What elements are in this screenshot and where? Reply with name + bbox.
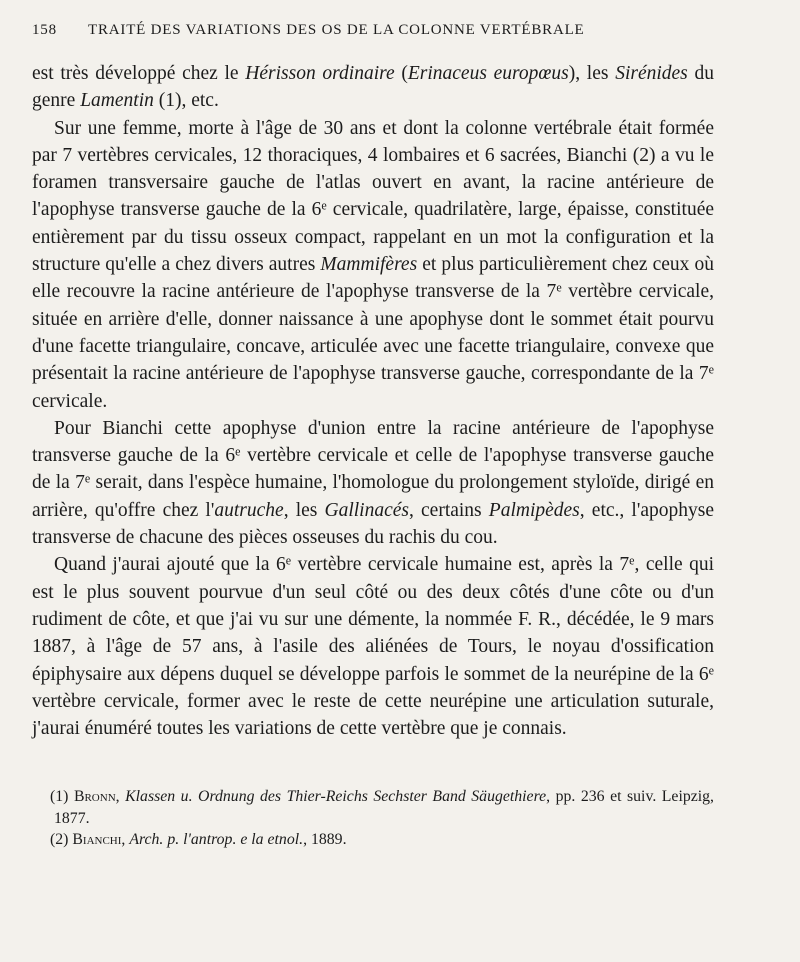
- italic-term: Gallinacés: [324, 499, 409, 521]
- footnote-title: Arch. p. l'antrop. e la etnol.: [129, 831, 304, 849]
- footnote-1: [32, 786, 714, 829]
- text: , etc., l'apophyse transverse de chacune des pièces osseuses du rachis du cou.: [32, 499, 714, 549]
- superscript: e: [285, 553, 292, 568]
- italic-term: Sirénides: [615, 63, 688, 84]
- page-number: 158: [32, 22, 57, 38]
- italic-term: Hérisson ordinaire: [245, 63, 395, 84]
- superscript: e: [556, 280, 562, 295]
- text: est très développé chez le: [32, 63, 246, 84]
- footnotes: [32, 786, 714, 851]
- text: (1), etc.: [153, 90, 219, 112]
- text: vertèbre cervicale et celle de l'apophyse transverse gauche de la 7: [32, 445, 714, 494]
- superscript: e: [629, 553, 635, 568]
- running-head: TRAITÉ DES VARIATIONS DES OS DE LA COLONNE VERTÉBRALE: [88, 22, 585, 38]
- text: , celle qui est le plus souvent pourvue d'un seul côté ou des deux côtés d'une côte ou d'un rudiment de côte, et que j'ai vu sur une démente, la nommée F. R., décédée, le 9 mars 1887, à l'âge de 57 ans, à l'asile des aliénées de Tours, le noyau d'ossification épiphysaire aux dépens duquel se développe parfois le sommet de la neurépine de la 6: [32, 554, 715, 685]
- text: Sur une femme, morte à l'âge de 30 ans et dont la colonne vertébrale était formée par 7 vertèbres cervicales, 12 thoraciques, 4 lombaires et 6 sacrées, Bianchi (2) a vu le foramen transversaire gauche de l'atlas ouvert en avant, la racine antérieure de l'apophyse transverse gauche de la 6: [32, 117, 714, 221]
- footnote-author: Bianchi: [72, 831, 122, 849]
- footnote-title: Klassen u. Ordnung des Thier-Reichs Sechster Band Säugethiere: [125, 788, 547, 806]
- text: vertèbre cervicale humaine est, après la 7: [291, 554, 630, 576]
- text: et plus particulièrement chez ceux où elle recouvre la racine antérieure de l'apophyse transverse de la 7: [32, 254, 715, 303]
- text: vertèbre cervicale, située en arrière d'elle, donner naissance à une apophyse dont le sommet était pourvu d'une facette triangulaire, concave, articulée avec une facette triangulaire, convexe que présentait la racine antérieure de l'apophyse transverse gauche, correspondante de la 7: [32, 281, 714, 385]
- footnote-mark: (2): [50, 831, 73, 849]
- italic-term: Lamentin: [80, 90, 154, 112]
- superscript: e: [235, 444, 241, 459]
- text: Quand j'aurai ajouté que la 6: [54, 554, 286, 576]
- footnote-2: [32, 829, 714, 851]
- superscript: e: [708, 663, 714, 678]
- text: ), les: [568, 63, 616, 84]
- book-page: [32, 22, 714, 851]
- text: serait, dans l'espèce humaine, l'homologue du prolongement styloïde, dirigé en arrière, qu'offre chez l': [32, 472, 714, 521]
- text: (: [394, 63, 408, 84]
- text: ,: [115, 788, 126, 806]
- text: du genre: [32, 63, 714, 112]
- superscript: e: [708, 362, 714, 377]
- paragraph-1: [32, 60, 714, 115]
- text: Pour Bianchi cette apophyse d'union entre la racine antérieure de l'apophyse transverse gauche de la 6: [32, 417, 714, 467]
- text: , les: [283, 499, 325, 521]
- page-header: [32, 22, 714, 48]
- italic-term: Erinaceus europœus: [407, 63, 569, 84]
- italic-term: Mammifères: [320, 254, 418, 276]
- italic-term: autruche: [214, 499, 284, 521]
- text: cervicale, quadrilatère, large, épaisse, constituée entièrement par du tissu osseux compact, rappelant en un mot la configuration et la structure qu'elle a chez divers autres: [32, 199, 714, 276]
- text: , pp. 236 et suiv. Leipzig, 1877.: [54, 788, 714, 827]
- italic-term: Palmipèdes: [488, 499, 580, 521]
- text: cervicale.: [32, 390, 108, 412]
- text: ,: [121, 831, 130, 849]
- paragraph-3: [32, 415, 714, 551]
- footnote-mark: (1): [50, 788, 74, 806]
- footnote-author: Bronn: [73, 788, 116, 806]
- paragraph-4: [32, 551, 714, 742]
- text: vertèbre cervicale, former avec le reste de cette neurépine une articulation suturale, j'aurai énuméré toutes les variations de cette vertèbre que je connais.: [32, 690, 714, 740]
- superscript: e: [84, 472, 91, 487]
- text: , 1889.: [303, 831, 347, 849]
- paragraph-2: [32, 115, 714, 415]
- superscript: e: [321, 199, 327, 214]
- text: , certains: [409, 499, 489, 521]
